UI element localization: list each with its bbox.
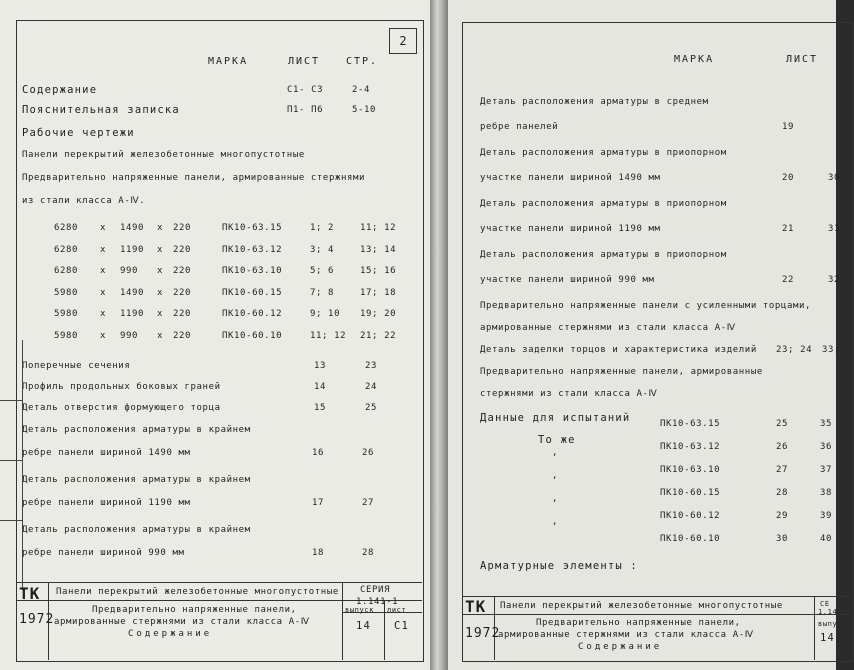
detail-row-page: 23 [365,361,378,371]
header-page: СТР. [346,56,379,67]
contents-row-mark: П1- П6 [287,105,324,115]
panel-x1: x [100,287,107,298]
title-block-year: 1972 [19,612,55,627]
panel-mark: ПК10-63.15 [222,223,283,233]
detail-row-label: Поперечные сечения [22,361,131,371]
detail-multi-page: 28 [362,548,375,558]
panel-mark: ПК10-60.10 [222,330,283,341]
panel-height: 220 [173,266,192,276]
right-row-sheet: 22 [782,275,795,285]
right-issue-value: 14 [820,632,836,644]
panel-x2: x [157,330,164,341]
detail-multi-line-2: ребре панели шириной 1190 мм [22,498,191,508]
contents-row-page: 5-10 [352,105,377,115]
detail-multi-line-1: Деталь расположения арматуры в крайнем [22,425,251,435]
binding-stamp-strip [0,340,23,590]
panel-height: 220 [173,287,192,298]
panel-width: 1190 [120,309,145,319]
test-row-mark: ПК10-63.12 [660,442,721,452]
embed-sheet: 23; 24 [776,345,813,355]
right-series-value: 1.14 [818,608,838,616]
panel-height: 220 [173,244,192,255]
detail-multi-page: 27 [362,498,375,508]
book-gutter [430,0,448,670]
panel-x2: x [157,266,164,276]
detail-multi-page: 26 [362,448,375,458]
test-row-page: 39 [820,511,833,521]
detail-row-label: Деталь отверстия формующего торца [22,403,221,413]
detail-row-page: 24 [365,382,378,392]
test-row-mark: ПК10-63.15 [660,419,721,429]
detail-multi-line-1: Деталь расположения арматуры в крайнем [22,525,251,535]
series-value: 1.141-1 [356,597,399,607]
right-row-line-1: Деталь расположения арматуры в приопорном [480,250,727,260]
title-block-line-3: армированные стержнями из стали класса А-Ⅳ [54,617,310,627]
test-row-sheet: 27 [776,465,789,475]
test-data-label: Данные для испытаний [480,412,631,424]
detail-multi-sheet: 17 [312,498,325,508]
right-title-block-year: 1972 [465,626,501,641]
issue-value: 14 [356,620,372,632]
panel-x2: x [157,244,164,255]
panel-x1: x [100,266,107,276]
stressed-line-2: стержнями из стали класса А-Ⅳ [480,389,658,399]
ditto-mark: , [552,471,559,481]
intro-line-1: Панели перекрытий железобетонные многопустотные [22,150,305,160]
panel-mark: ПК10-63.10 [222,266,283,276]
detail-row-sheet: 15 [314,403,327,413]
panel-x1: x [100,309,107,319]
reinforced-line-1: Предварительно напряженные панели с усиленными торцами, [480,301,812,311]
right-header-mark: МАРКА [674,54,715,65]
right-title-block-top-rule [462,596,852,597]
right-row-page: 32 [828,275,841,285]
panel-height: 220 [173,330,192,341]
right-issue-label: выпу [818,620,838,628]
panel-page: 19; 20 [360,309,397,319]
sheet-label: лист [387,606,407,614]
test-row-page: 38 [820,488,833,498]
panel-length: 6280 [54,266,79,276]
panel-width: 1190 [120,244,145,255]
contents-row-page: 2-4 [352,85,371,95]
stressed-line-1: Предварительно напряженные панели, армированные [480,367,763,377]
series-label: СЕРИЯ [360,585,391,595]
detail-row-page: 25 [365,403,378,413]
test-row-sheet: 26 [776,442,789,452]
right-series-label: СЕ [820,600,830,608]
panel-width: 990 [120,266,139,276]
right-title-line-2: Предварительно напряженные панели, [536,618,741,628]
panel-mark: ПК10-60.15 [222,287,283,298]
issue-label: выпуск [345,606,374,614]
panel-width: 990 [120,330,139,341]
sheet-number: 2 [389,28,417,54]
test-row-mark: ПК10-63.10 [660,465,721,475]
panel-x1: x [100,244,107,255]
right-row-sheet: 19 [782,122,795,132]
panel-sheet: 7; 8 [310,287,335,298]
detail-multi-line-1: Деталь расположения арматуры в крайнем [22,475,251,485]
panel-width: 1490 [120,223,145,233]
right-page [448,0,841,670]
ditto-mark: , [552,448,559,458]
test-row-page: 36 [820,442,833,452]
right-row-page: 31 [828,224,841,234]
intro-line-3: из стали класса А-Ⅳ. [22,196,146,206]
working-drawings-heading: Рабочие чертежи [22,127,135,139]
panel-length: 5980 [54,287,79,298]
panel-sheet: 3; 4 [310,244,335,255]
panel-x1: x [100,330,107,341]
panel-sheet: 11; 12 [310,330,347,341]
same-label: То же [538,434,576,446]
contents-row-label: Содержание [22,84,98,96]
intro-line-2: Предварительно напряженные панели, армированные стержнями [22,173,366,183]
test-row-page: 40 [820,534,833,544]
contents-row-mark: С1- С3 [287,85,324,95]
detail-multi-line-2: ребре панели шириной 1490 мм [22,448,191,458]
ditto-mark: , [552,494,559,504]
right-row-page: 30 [828,173,841,183]
panel-sheet: 1; 2 [310,223,335,233]
right-row-line-1: Деталь расположения арматуры в приопорном [480,148,727,158]
test-row-page: 37 [820,465,833,475]
panel-page: 15; 16 [360,266,397,276]
right-title-line-4: Содержание [578,642,663,652]
right-row-line-2: участке панели шириной 990 мм [480,275,655,285]
detail-row-sheet: 13 [314,361,327,371]
panel-sheet: 5; 6 [310,266,335,276]
test-row-mark: ПК10-60.15 [660,488,721,498]
embed-page: 33; [822,345,841,355]
test-row-sheet: 30 [776,534,789,544]
rebar-elements-label: Арматурные элементы : [480,560,638,572]
right-row-line-1: Деталь расположения арматуры в среднем [480,97,709,107]
header-sheet: ЛИСТ [288,56,321,67]
right-row-line-1: Деталь расположения арматуры в приопорном [480,199,727,209]
title-sheet-value: С1 [394,620,410,632]
panel-page: 11; 12 [360,223,397,233]
panel-page: 17; 18 [360,287,397,298]
test-row-sheet: 25 [776,419,789,429]
test-row-page: 35 [820,419,833,429]
test-row-sheet: 29 [776,511,789,521]
test-row-mark: ПК10-60.10 [660,534,721,544]
title-block-line-4: Содержание [128,629,213,639]
panel-height: 220 [173,223,192,233]
right-title-block-tk: ТК [465,597,487,616]
panel-x2: x [157,287,164,298]
detail-row-label: Профиль продольных боковых граней [22,382,221,392]
detail-multi-line-2: ребре панели шириной 990 мм [22,548,185,558]
panel-mark: ПК10-60.12 [222,309,283,319]
title-block-tk: ТК [19,584,41,603]
panel-page: 21; 22 [360,330,397,341]
title-block-top-rule [16,582,422,583]
panel-length: 6280 [54,223,79,233]
panel-x1: x [100,223,107,233]
panel-mark: ПК10-63.12 [222,244,283,255]
right-title-line-1: Панели перекрытий железобетонные многопустотные [500,601,783,611]
panel-length: 6280 [54,244,79,255]
test-row-mark: ПК10-60.12 [660,511,721,521]
title-block-line-1: Панели перекрытий железобетонные многопустотные [56,587,339,597]
panel-height: 220 [173,309,192,319]
header-mark: МАРКА [208,56,249,67]
right-header-sheet: ЛИСТ [786,54,819,65]
title-block-line-2: Предварительно напряженные панели, [92,605,297,615]
panel-length: 5980 [54,309,79,319]
detail-multi-sheet: 16 [312,448,325,458]
right-row-line-2: участке панели шириной 1190 мм [480,224,661,234]
test-row-sheet: 28 [776,488,789,498]
contents-row-label: Пояснительная записка [22,104,180,116]
embed-label: Деталь заделки торцов и характеристика изделий [480,345,757,355]
panel-length: 5980 [54,330,79,341]
right-row-sheet: 20 [782,173,795,183]
detail-multi-sheet: 18 [312,548,325,558]
right-title-line-3: армированные стержнями из стали класса А-Ⅳ [498,630,754,640]
panel-width: 1490 [120,287,145,298]
panel-sheet: 9; 10 [310,309,341,319]
panel-x2: x [157,223,164,233]
reinforced-line-2: армированные стержнями из стали класса А-Ⅳ [480,323,736,333]
ditto-mark: , [552,517,559,527]
right-row-sheet: 21 [782,224,795,234]
panel-page: 13; 14 [360,244,397,255]
right-row-line-2: участке панели шириной 1490 мм [480,173,661,183]
detail-row-sheet: 14 [314,382,327,392]
panel-x2: x [157,309,164,319]
right-row-line-2: ребре панелей [480,122,559,132]
